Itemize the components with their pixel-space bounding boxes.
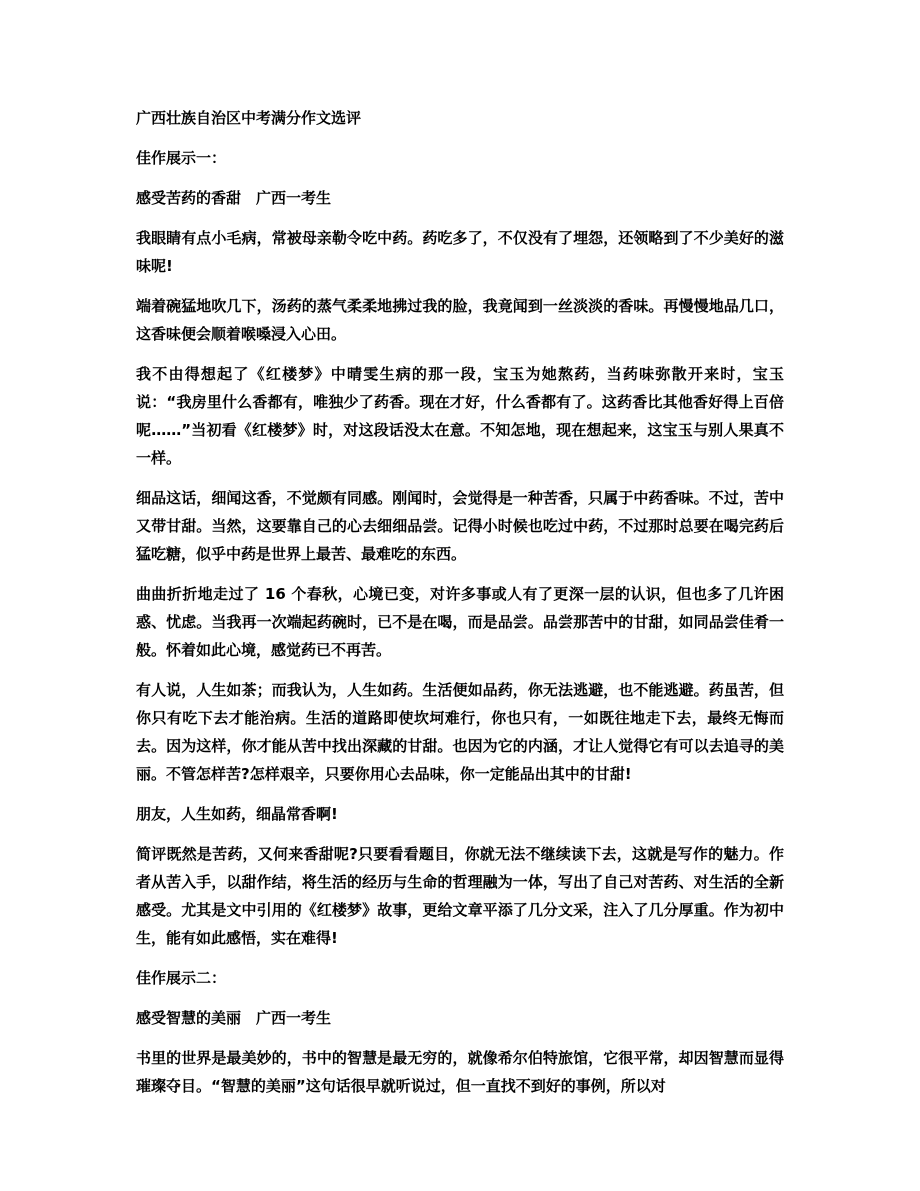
commentary-paragraph: 简评既然是苦药，又何来香甜呢?只要看看题目，你就无法不继续读下去，这就是写作的魅力。作者从苦入手，以甜作结，将生活的经历与生命的哲理融为一体，写出了自己对苦药、对生活的全新感受。尤其是文中引用的《红楼梦》故事，更给文章平添了几分文采，注入了几分厚重。作为初中生，能有如此感悟，实在难得! [136, 845, 784, 947]
section-heading-2: 佳作展示二： [136, 969, 227, 987]
essay1-paragraph: 我眼睛有点小毛病，常被母亲勒令吃中药。药吃多了，不仅没有了埋怨，还领略到了不少美好的滋味呢! [136, 229, 784, 275]
essay1-paragraph: 端着碗猛地吹几下，汤药的蒸气柔柔地拂过我的脸，我竟闻到一丝淡淡的香味。再慢慢地品几口，这香味便会顺着喉嗓浸入心田。 [136, 297, 784, 343]
document-page [136, 104, 784, 1112]
section-heading-1: 佳作展示一： [136, 149, 227, 167]
essay1-paragraph: 有人说，人生如茶；而我认为，人生如药。生活便如品药，你无法逃避，也不能逃避。药虽苦，但你只有吃下去才能治病。生活的道路即使坎坷难行，你也只有，一如既往地走下去，最终无悔而去。因为这样，你才能从苦中找出深藏的甘甜。也因为它的内涵，才让人觉得它有可以去追寻的美丽。不管怎样苦?怎样艰辛，只要你用心去品味，你一定能品出其中的甘甜! [136, 681, 784, 783]
essay1-paragraph: 曲曲折折地走过了 16 个春秋，心境已变，对许多事或人有了更深一层的认识，但也多了几许困惑、忧虑。当我再一次端起药碗时，已不是在喝，而是品尝。品尝那苦中的甘甜，如同品尝佳肴一般。怀着如此心境，感觉药已不再苦。 [136, 585, 784, 659]
essay1-paragraph: 细品这话，细闻这香，不觉颇有同感。刚闻时，会觉得是一种苦香，只属于中药香味。不过，苦中又带甘甜。当然，这要靠自己的心去细细品尝。记得小时候也吃过中药，不过那时总要在喝完药后猛吃糖，似乎中药是世界上最苦、最难吃的东西。 [136, 489, 784, 563]
essay1-paragraph: 朋友，人生如药，细晶常香啊! [136, 805, 338, 823]
document-title: 广西壮族自治区中考满分作文选评 [136, 109, 362, 127]
essay-title-2: 感受智慧的美丽 广西一考生 [136, 1009, 332, 1027]
essay2-paragraph: 书里的世界是最美妙的，书中的智慧是最无穷的，就像希尔伯特旅馆，它很平常，却因智慧而显得璀璨夺目。“智慧的美丽”这句话很早就听说过，但一直找不到好的事例，所以对 [136, 1049, 784, 1095]
essay1-paragraph: 我不由得想起了《红楼梦》中晴雯生病的那一段，宝玉为她熬药，当药味弥散开来时，宝玉说：“我房里什么香都有，唯独少了药香。现在才好，什么香都有了。这药香比其他香好得上百倍呢……”当初看《红楼梦》时，对这段话没太在意。不知怎地，现在想起来，这宝玉与别人果真不一样。 [136, 365, 784, 467]
essay-title-1: 感受苦药的香甜 广西一考生 [136, 189, 332, 207]
